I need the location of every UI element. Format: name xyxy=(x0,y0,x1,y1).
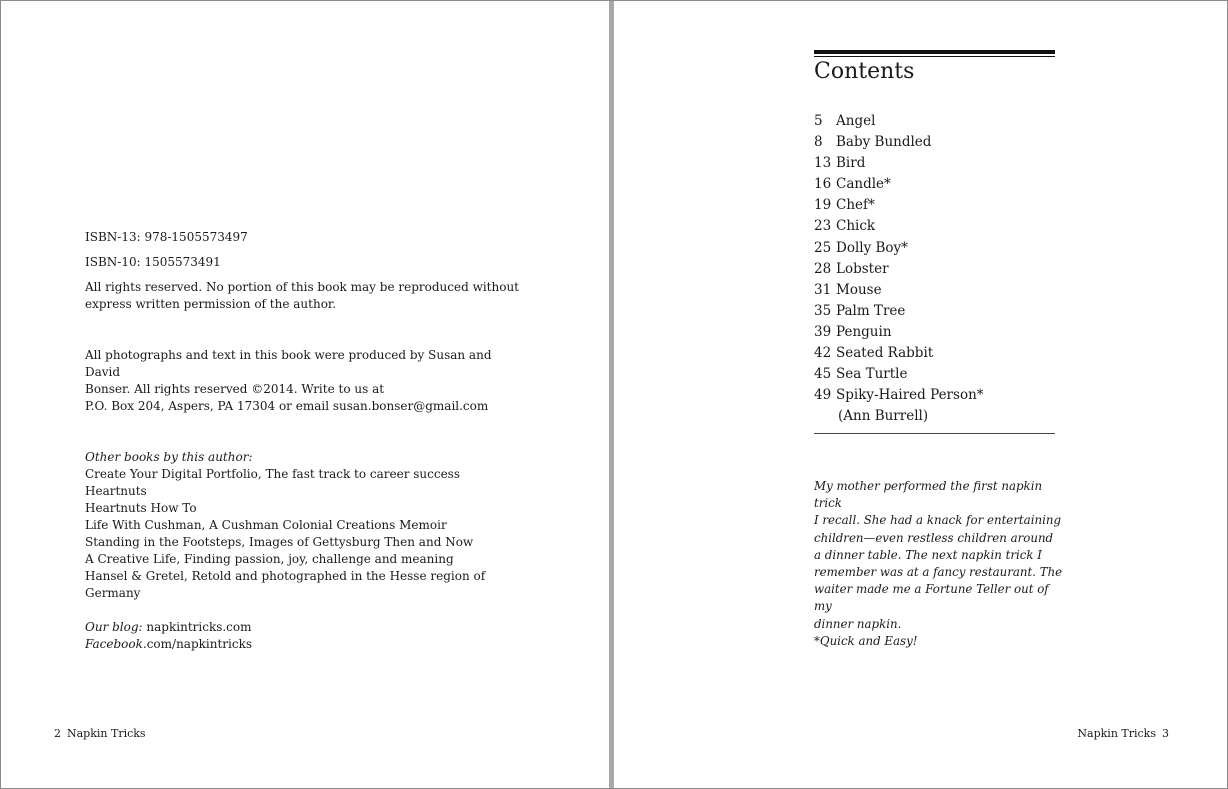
toc-page: 49 xyxy=(814,387,832,404)
toc-title: Sea Turtle xyxy=(836,366,908,383)
toc-entry[interactable] xyxy=(814,174,1074,195)
toc-entry[interactable] xyxy=(814,195,1074,216)
toc-title: Penguin xyxy=(836,323,892,340)
book-title-item: A Creative Life, Finding passion, joy, challenge and meaning xyxy=(85,552,454,566)
toc-entry[interactable] xyxy=(814,280,1074,301)
blog-link[interactable]: napkintricks.com xyxy=(146,620,252,634)
toc-page: 16 xyxy=(814,176,832,193)
isbn-10: ISBN-10: 1505573491 xyxy=(85,255,221,269)
toc-entry[interactable] xyxy=(814,238,1074,259)
book-title-item: Life With Cushman, A Cushman Colonial Creations Memoir xyxy=(85,518,447,532)
toc-page: 23 xyxy=(814,218,832,235)
book-title-item: Create Your Digital Portfolio, The fast track to career success xyxy=(85,467,460,481)
toc-page: 42 xyxy=(814,345,832,362)
toc-title: Candle* xyxy=(836,176,891,193)
toc-entry[interactable] xyxy=(814,301,1074,322)
toc-entry[interactable] xyxy=(814,322,1074,343)
running-title: Napkin Tricks xyxy=(1077,727,1156,740)
toc-title: Bird xyxy=(836,155,866,172)
toc-entry[interactable] xyxy=(814,132,1074,153)
toc-title: Lobster xyxy=(836,260,889,277)
toc-title: Dolly Boy* xyxy=(836,239,908,256)
toc-page: 39 xyxy=(814,323,832,340)
facebook-line xyxy=(85,636,525,653)
toc-title: Angel xyxy=(836,113,876,129)
page-number: 3 xyxy=(1162,727,1169,740)
toc-title: Chef* xyxy=(836,197,875,214)
toc-page: 5 xyxy=(814,113,823,129)
blog-line xyxy=(85,619,525,636)
facebook-link[interactable]: .com/napkintricks xyxy=(142,637,253,651)
toc-page: 31 xyxy=(814,281,832,298)
toc-entry[interactable] xyxy=(814,153,1074,174)
toc-title: Seated Rabbit xyxy=(836,345,934,362)
toc-page: 45 xyxy=(814,366,832,383)
toc-entry[interactable] xyxy=(814,111,1074,132)
toc-entry[interactable] xyxy=(814,259,1074,280)
isbn-13: ISBN-13: 978-1505573497 xyxy=(85,230,248,244)
intro-line: children—even restless children around xyxy=(814,530,1054,545)
toc-page: 19 xyxy=(814,197,832,214)
left-page-footer xyxy=(48,727,146,741)
book-title-item: Hansel & Gretel, Retold and photographed in the Hesse region of Germany xyxy=(85,569,486,600)
photo-credit xyxy=(85,347,525,415)
contents-title: Contents xyxy=(814,59,915,84)
photo-credit-line: P.O. Box 204, Aspers, PA 17304 or email susan.bonser@gmail.com xyxy=(85,399,489,413)
copyright-block xyxy=(85,229,525,653)
rights-statement xyxy=(85,279,525,313)
facebook-label: Facebook xyxy=(85,637,143,651)
right-page xyxy=(614,1,1227,788)
toc-title: Palm Tree xyxy=(836,302,906,319)
toc-title: Baby Bundled xyxy=(836,134,932,151)
contact-links xyxy=(85,619,525,653)
intro-line: My mother performed the first napkin trick xyxy=(814,479,1043,511)
intro-line: a dinner table. The next napkin trick I xyxy=(814,547,1042,562)
book-title-item: Heartnuts How To xyxy=(85,501,197,515)
other-books xyxy=(85,449,525,602)
intro-line: waiter made me a Fortune Teller out of my xyxy=(814,582,1049,614)
intro-paragraph xyxy=(814,478,1064,633)
toc-entry[interactable] xyxy=(814,343,1074,364)
intro-line: remember was at a fancy restaurant. The xyxy=(814,565,1063,580)
toc-entry-continuation xyxy=(814,406,1074,427)
photo-credit-line: Bonser. All rights reserved ©2014. Write to us at xyxy=(85,382,385,396)
title-rule-thick xyxy=(814,50,1055,54)
quick-and-easy-note: *Quick and Easy! xyxy=(814,634,918,648)
left-page xyxy=(1,1,609,788)
toc-title: Spiky-Haired Person* xyxy=(836,387,984,404)
toc-title-continuation: (Ann Burrell) xyxy=(838,408,929,425)
toc-page: 13 xyxy=(814,155,832,172)
rights-line: express written permission of the author. xyxy=(85,297,337,311)
book-title-item: Standing in the Footsteps, Images of Gettysburg Then and Now xyxy=(85,535,474,549)
other-books-heading: Other books by this author: xyxy=(85,450,253,464)
rights-line: All rights reserved. No portion of this book may be reproduced without xyxy=(85,280,519,294)
toc-entry[interactable] xyxy=(814,216,1074,237)
toc-page: 35 xyxy=(814,302,832,319)
toc-entry[interactable] xyxy=(814,385,1074,406)
toc-title: Chick xyxy=(836,218,876,235)
contents-bottom-rule xyxy=(814,433,1055,434)
right-page-footer xyxy=(1077,727,1175,741)
toc-entry[interactable] xyxy=(814,364,1074,385)
toc-title: Mouse xyxy=(836,281,882,298)
running-title: Napkin Tricks xyxy=(67,727,146,740)
toc-page: 25 xyxy=(814,239,832,256)
book-title-item: Heartnuts xyxy=(85,484,147,498)
toc-page: 28 xyxy=(814,260,832,277)
photo-credit-line: All photographs and text in this book were produced by Susan and David xyxy=(85,348,492,379)
toc-page: 8 xyxy=(814,134,823,151)
intro-line: dinner napkin. xyxy=(814,616,902,631)
page-number: 2 xyxy=(54,727,61,740)
table-of-contents xyxy=(814,111,1074,427)
intro-line: I recall. She had a knack for entertaining xyxy=(814,513,1061,528)
blog-label: Our blog: xyxy=(85,620,143,634)
